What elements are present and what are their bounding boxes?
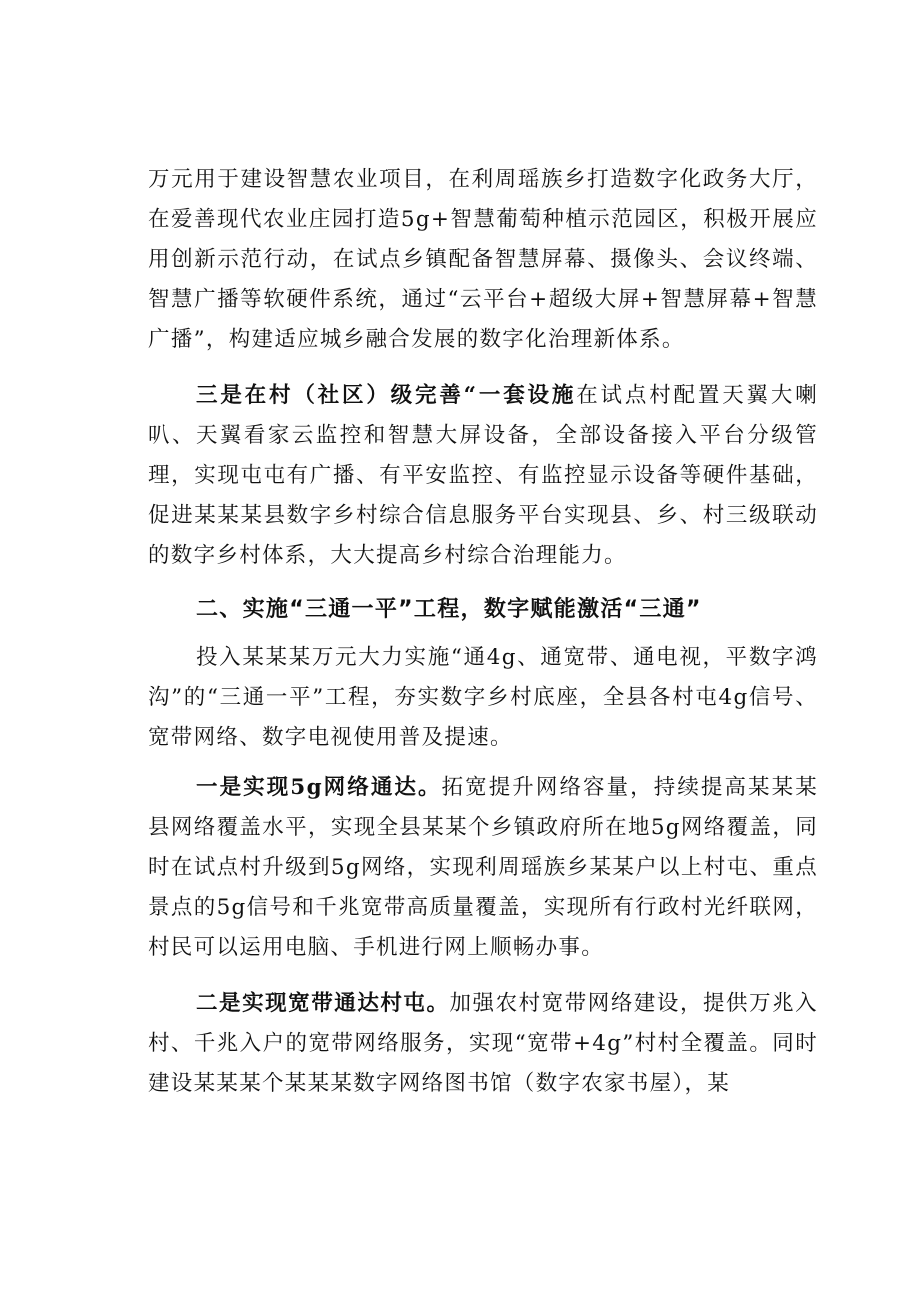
paragraph-body: 万元用于建设智慧农业项目，在利周瑶族乡打造数字化政务大厅，在爱善现代农业庄园打造5g+智慧葡萄种植示范园区，积极开展应用创新示范行动，在试点乡镇配备智慧屏幕、摄像头、会议终端、智慧广播等软硬件系统，通过“云平台+超级大屏+智慧屏幕+智慧广播”，构建适应城乡融合发展的数字化治理新体系。 [148,167,818,352]
section-heading: 二、实施“三通一平”工程，数字赋能激活“三通” [196,597,702,622]
paragraph-body: 加强农村宽带网络建设，提供万兆入村、千兆入户的宽带网络服务，实现“宽带+4g”村村全覆盖。同时建设某某某个某某某数字网络图书馆（数字农家书屋），某 [148,991,818,1096]
paragraph-three-links [148,638,818,758]
paragraph-body: 拓宽提升网络容量，持续提高某某某县网络覆盖水平，实现全县某某个乡镇政府所在地5g网络覆盖，同时在试点村升级到5g网络，实现利周瑶族乡某某户以上村屯、重点景点的5g信号和千兆宽带高质量覆盖，实现所有行政村光纤联网，村民可以运用电脑、手机进行网上顺畅办事。 [148,775,818,960]
paragraph-body: 在试点村配置天翼大喇叭、天翼看家云监控和智慧大屏设备，全部设备接入平台分级管理，实现屯屯有广播、有平安监控、有监控显示设备等硬件基础，促进某某某县数字乡村综合信息服务平台实现县、乡、村三级联动的数字乡村体系，大大提高乡村综合治理能力。 [148,383,818,568]
paragraph-lead: 二是实现宽带通达村屯。 [196,991,450,1016]
paragraph-lead: 三是在村（社区）级完善“一套设施 [196,383,577,408]
paragraph-body: 投入某某某万元大力实施“通4g、通宽带、通电视，平数字鸿沟”的“三通一平”工程，夯实数字乡村底座，全县各村屯4g信号、宽带网络、数字电视使用普及提速。 [148,645,818,750]
paragraph-lead: 一是实现5g网络通达。 [196,775,442,800]
paragraph-5g-network [148,768,818,968]
paragraph-continued [148,160,818,360]
paragraph-broadband [148,984,818,1104]
paragraph-village-facilities [148,376,818,576]
